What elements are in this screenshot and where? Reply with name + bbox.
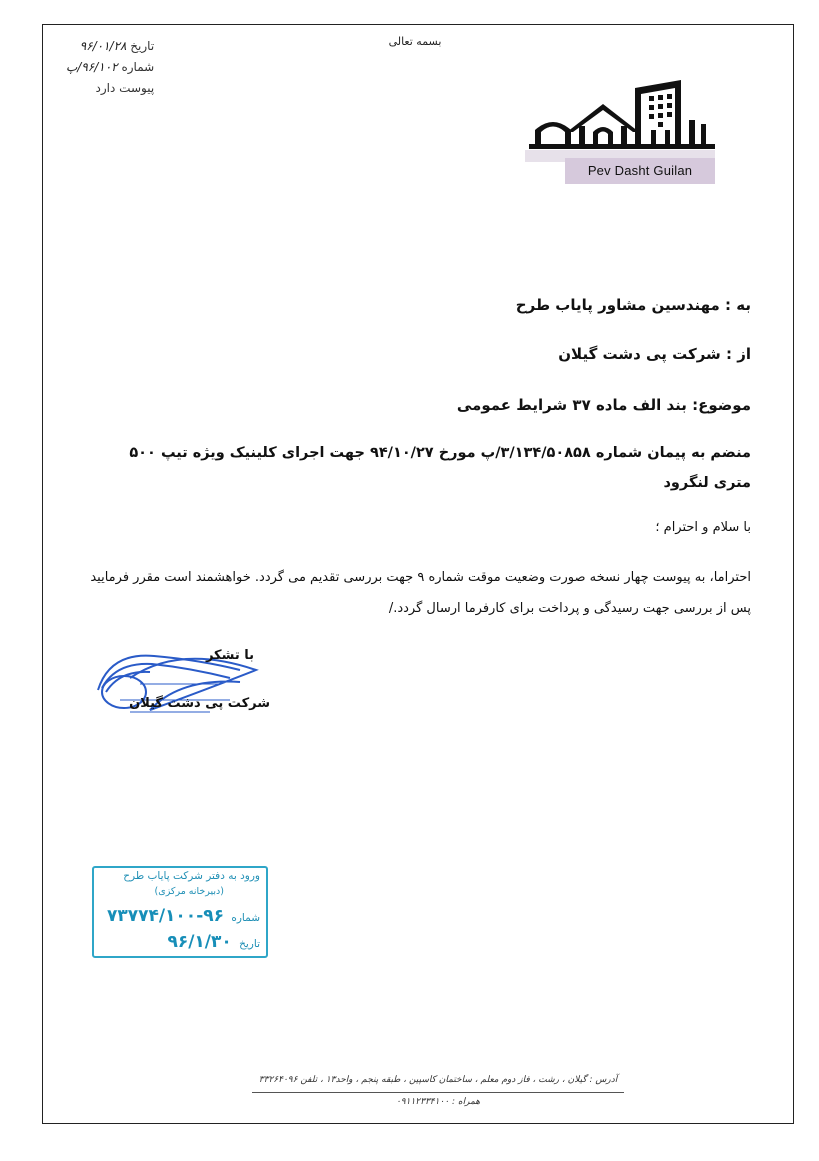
- date-line: [66, 36, 154, 57]
- stamp-date-label: تاریخ: [239, 938, 260, 950]
- stamp-number-row: [107, 906, 260, 926]
- company-logo: [505, 74, 715, 192]
- footer-address: آدرس : گیلان ، رشت ، فاز دوم معلم ، ساختمان کاسپین ، طبقه پنجم ، واحد۱۳ ، تلفن ۳۳۲۶۴۰۹۶: [258, 1075, 618, 1085]
- number-line: [66, 57, 154, 78]
- contract-reference: منضم به پیمان شماره ۳/۱۳۴/۵۰۸۵۸/پ مورخ ۹۴/۱۰/۲۷ جهت اجرای کلینیک ویژه تیپ ۵۰۰ متری لنگرود: [129, 445, 751, 491]
- receipt-stamp: [92, 866, 268, 958]
- date-label: تاریخ: [130, 39, 155, 53]
- recipient-line: به : مهندسین مشاور پایاب طرح: [515, 296, 751, 314]
- closing-thanks: با تشکر: [205, 648, 254, 663]
- attachment-note: پیوست دارد: [95, 81, 155, 95]
- stamp-number-label: شماره: [231, 912, 260, 924]
- signer-name: شرکت پی دشت گیلان: [129, 696, 270, 711]
- letter-meta: [66, 36, 154, 99]
- subject-line: موضوع: بند الف ماده ۳۷ شرایط عمومی: [456, 396, 751, 414]
- stamp-title: ورود به دفتر شرکت پایاب طرح: [123, 870, 260, 882]
- letter-body: احتراما، به پیوست چهار نسخه صورت وضعیت موقت شماره ۹ جهت بررسی تقدیم می گردد. خواهشمند است مقرر فرمایید پس از بررسی جهت رسیدگی و پرداخت برای کارفرما ارسال گردد./: [90, 570, 751, 616]
- stamp-date-row: [167, 932, 260, 952]
- stamp-date-value: ۹۶/۱/۳۰: [167, 932, 232, 952]
- greeting: با سلام و احترام ؛: [655, 520, 751, 535]
- number-label: شماره: [121, 60, 155, 74]
- footer-divider: [252, 1092, 624, 1093]
- bismillah-heading: بسمه تعالی: [388, 35, 442, 48]
- stamp-number-value: ۹۶-۷۳۷۷۴/۱۰۰: [106, 906, 225, 926]
- logo-caption: Pev Dasht Guilan: [565, 158, 715, 184]
- stamp-subtitle: (دبیرخانه مرکزی): [154, 886, 224, 897]
- sender-line: از : شرکت پی دشت گیلان: [558, 345, 751, 363]
- number-value: ۹۶/۱۰۲/پ: [66, 60, 118, 74]
- buildings-logo-icon: [505, 74, 715, 164]
- footer-mobile: همراه : ۰۹۱۱۲۳۳۴۱۰۰: [395, 1097, 481, 1107]
- signature-block: [70, 648, 270, 728]
- date-value: ۹۶/۰۱/۲۸: [79, 39, 127, 53]
